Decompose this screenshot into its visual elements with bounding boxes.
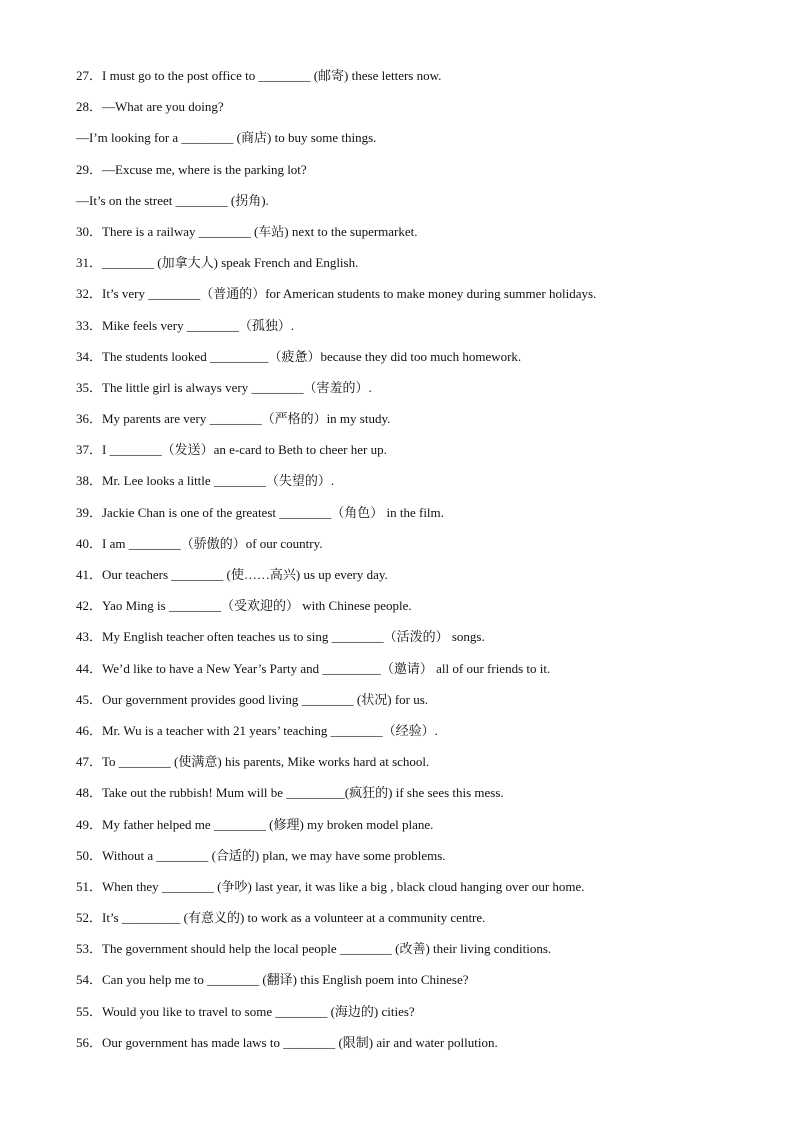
exercise-line: 33．Mike feels very ________（孤独）. (76, 317, 295, 333)
exercise-line: 32．It’s very ________（普通的）for American students to make money during summer holidays. (76, 286, 597, 302)
exercise-line: 49．My father helped me ________ (修理) my broken model plane. (76, 816, 434, 832)
exercise-line: 38．Mr. Lee looks a little ________（失望的）. (76, 473, 335, 489)
exercise-line: 31．________ (加拿大人) speak French and English. (76, 255, 359, 271)
exercise-line: 39．Jackie Chan is one of the greatest ________（角色） in the film. (76, 504, 444, 520)
exercise-line: 41．Our teachers ________ (使……高兴) us up every day. (76, 567, 388, 582)
exercise-line: 30．There is a railway ________ (车站) next to the supermarket. (76, 223, 418, 239)
exercise-line: 37．I ________（发送）an e-card to Beth to cheer her up. (76, 442, 387, 458)
exercise-line: 46．Mr. Wu is a teacher with 21 years’ teaching ________（经验）. (76, 722, 438, 738)
exercise-line: 50．Without a ________ (合适的) plan, we may have some problems. (76, 847, 446, 863)
exercise-line: —I’m looking for a ________ (商店) to buy some things. (76, 130, 377, 146)
exercise-line: 51．When they ________ (争吵) last year, it was like a big , black cloud hanging over our home. (76, 878, 585, 894)
exercise-line: 44．We’d like to have a New Year’s Party and _________（邀请） all of our friends to it. (76, 660, 551, 676)
exercise-line: 36．My parents are very ________（严格的）in my study. (76, 411, 391, 427)
exercise-line: 35．The little girl is always very ________（害羞的）. (76, 379, 372, 395)
exercise-line: 42．Yao Ming is ________（受欢迎的） with Chinese people. (76, 598, 412, 614)
exercise-line: 27．I must go to the post office to ________ (邮寄) these letters now. (76, 68, 442, 83)
exercise-list (76, 66, 756, 1064)
exercise-line: 47．To ________ (使满意) his parents, Mike works hard at school. (76, 754, 430, 770)
exercise-line: 28．—What are you doing? (76, 99, 224, 115)
exercise-line: 29．—Excuse me, where is the parking lot? (76, 161, 307, 177)
exercise-line: 48．Take out the rubbish! Mum will be _________(疯狂的) if she sees this mess. (76, 785, 504, 801)
exercise-line: 45．Our government provides good living ________ (状况) for us. (76, 691, 429, 707)
exercise-line: 53．The government should help the local people ________ (改善) their living conditions. (76, 941, 552, 957)
exercise-line: 40．I am ________（骄傲的）of our country. (76, 535, 323, 551)
exercise-line: 52．It’s _________ (有意义的) to work as a volunteer at a community centre. (76, 910, 486, 926)
exercise-line: 56．Our government has made laws to ________ (限制) air and water pollution. (76, 1034, 498, 1050)
exercise-line: 34．The students looked _________（疲惫）because they did too much homework. (76, 348, 522, 364)
exercise-line: —It’s on the street ________ (拐角). (76, 192, 269, 208)
exercise-line: 43．My English teacher often teaches us to sing ________（活泼的） songs. (76, 629, 485, 645)
exercise-line: 54．Can you help me to ________ (翻译) this English poem into Chinese? (76, 972, 469, 988)
exercise-line: 55．Would you like to travel to some ________ (海边的) cities? (76, 1003, 415, 1019)
